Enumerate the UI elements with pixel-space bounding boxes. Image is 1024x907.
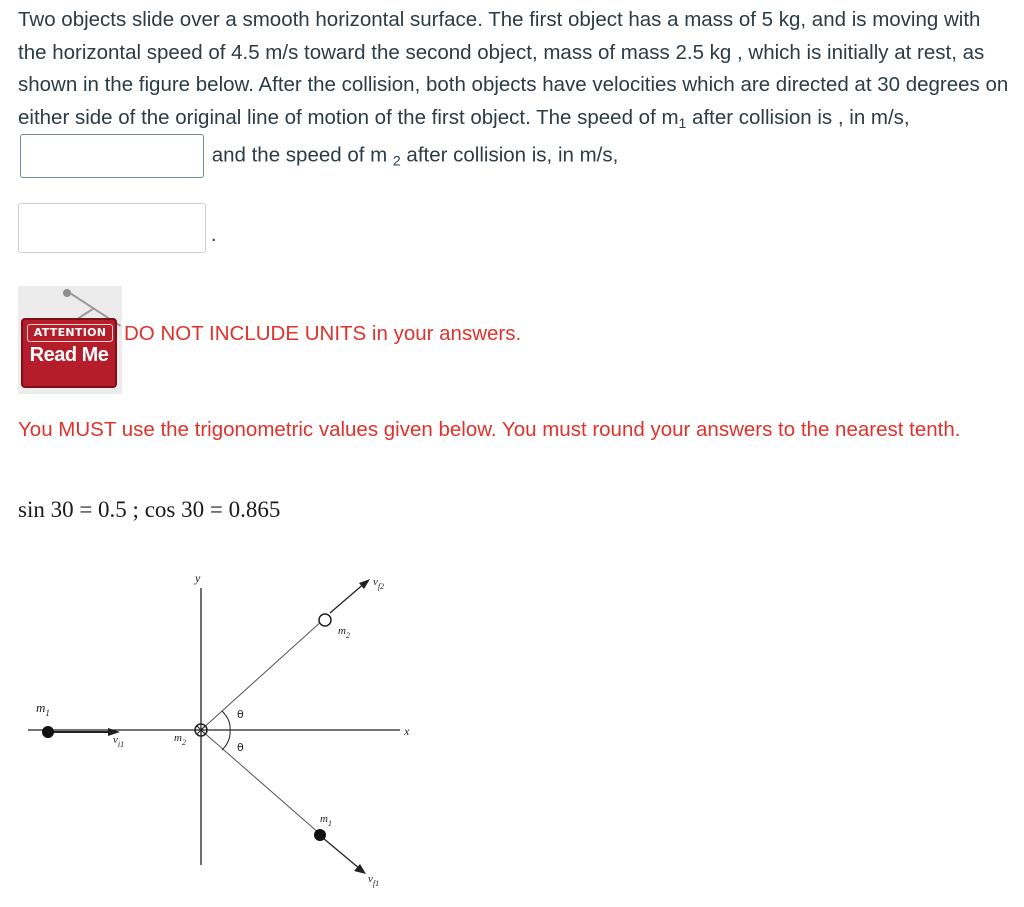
m1-velocity-arrow xyxy=(323,838,360,869)
rounding-warning: You MUST use the trigonometric values given below. You must round your answers to the nearest tenth. xyxy=(18,418,961,441)
m1-initial-dot xyxy=(42,726,54,738)
vi1-label: $v_{i1}$ xyxy=(113,734,125,749)
theta-arc-bottom xyxy=(222,730,230,750)
trig-values: sin 30 = 0.5 ; cos 30 = 0.865 xyxy=(18,497,281,522)
m2-trajectory xyxy=(201,620,323,730)
m1-lower-label: $m_1$ xyxy=(320,813,332,828)
answer-1-input[interactable] xyxy=(20,134,204,178)
m1-final-dot xyxy=(314,829,326,841)
answer-2-input[interactable] xyxy=(18,203,206,253)
sentence-period: . xyxy=(211,224,217,246)
question-part1: Two objects slide over a smooth horizontal surface. The first object has a mass of 5 kg, and is moving with the horizontal speed of 4.5 m/s toward the second object, mass of mass 2.5 kg , which is initially at rest, as shown in the figure below. After the collision, both objects have velocities which are directed at 30 degrees on either side of the original line of motion of the first object. The speed of m xyxy=(18,8,1009,129)
question-text xyxy=(18,4,1013,178)
collision-diagram xyxy=(0,560,460,900)
units-notice: DO NOT INCLUDE UNITS in your answers. xyxy=(124,322,522,345)
theta-top-label: θ xyxy=(237,708,244,721)
theta-bottom-label: θ xyxy=(237,741,244,754)
m2-upper-label: $m_2$ xyxy=(338,625,350,640)
vf2-label: $v_{f2}$ xyxy=(373,576,385,591)
m2-center-label: $m_2$ xyxy=(174,732,186,747)
question-part4: after collision is, in m/s, xyxy=(400,143,619,167)
question-part3: and the speed of m xyxy=(211,143,393,167)
question-part2: after collision is , in m/s, xyxy=(686,105,910,129)
m2-arrowhead xyxy=(359,579,370,589)
y-axis-label: y xyxy=(195,571,201,585)
m1-left-label: $m_1$ xyxy=(36,700,50,718)
attention-label: ATTENTION xyxy=(27,324,113,342)
attention-sign-image xyxy=(18,286,122,394)
m1-subscript: 1 xyxy=(678,114,687,131)
m2-velocity-arrow xyxy=(330,582,366,613)
theta-arc-top xyxy=(222,711,230,730)
vf1-label: $v_{f1}$ xyxy=(368,873,380,888)
m2-subscript: 2 xyxy=(392,152,401,169)
m2-final-circle xyxy=(319,614,331,626)
x-axis-label: x xyxy=(404,724,410,738)
read-me-label: Read Me xyxy=(29,344,109,366)
m1-trajectory xyxy=(201,730,320,834)
sign-plate xyxy=(21,318,117,388)
